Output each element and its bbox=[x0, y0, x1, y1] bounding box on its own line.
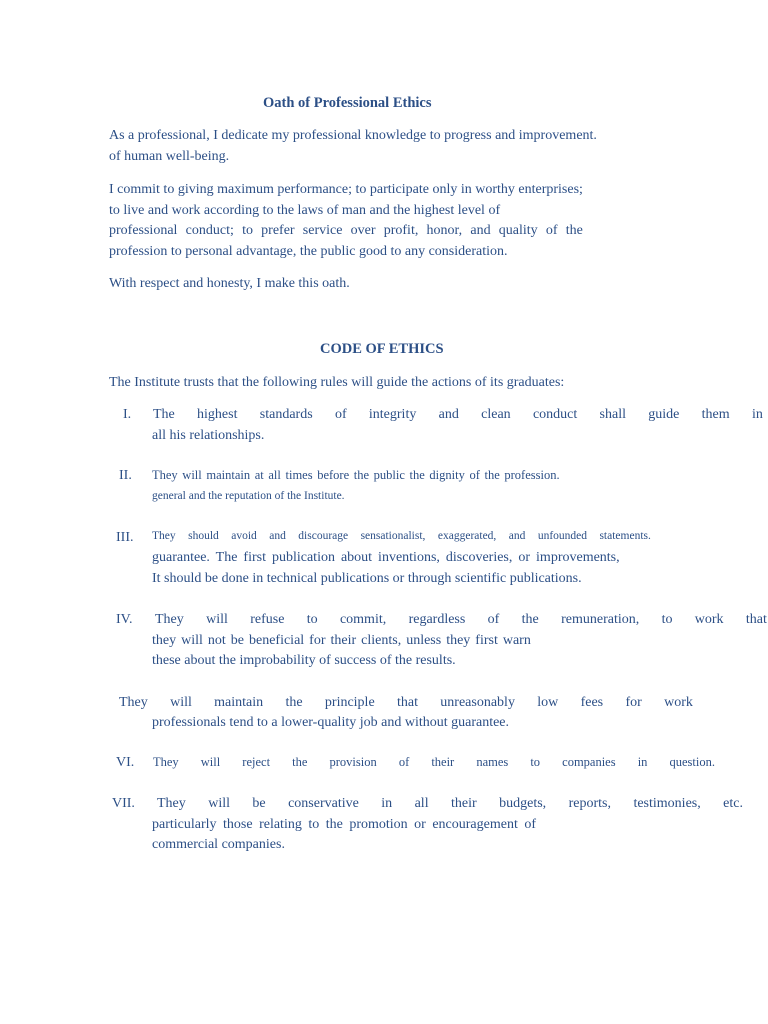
rule-2-number: II. bbox=[119, 468, 132, 483]
code-title: CODE OF ETHICS bbox=[320, 341, 444, 357]
oath-paragraph-2-line-3: professional conduct; to prefer service over profit, honor, and quality of the bbox=[109, 223, 583, 238]
rule-4-line-1: They will refuse to commit, regardless of the remuneration, to work that bbox=[155, 612, 767, 627]
rule-3-line-1: They should avoid and discourage sensationalist, exaggerated, and unfounded statements. bbox=[152, 530, 651, 542]
rule-7-number: VII. bbox=[112, 796, 135, 811]
rule-5-line-2: professionals tend to a lower-quality job and without guarantee. bbox=[152, 715, 510, 730]
rule-3-line-2: guarantee. The first publication about inventions, discoveries, or improvements, bbox=[152, 550, 620, 565]
oath-paragraph-2-line-4: profession to personal advantage, the public good to any consideration. bbox=[109, 244, 508, 259]
rule-5-line-1: They will maintain the principle that unreasonably low fees for work bbox=[119, 695, 693, 710]
oath-title: Oath of Professional Ethics bbox=[263, 95, 432, 111]
rule-1-line-1: The highest standards of integrity and clean conduct shall guide them in bbox=[153, 407, 763, 422]
oath-paragraph-1-line-1: As a professional, I dedicate my professional knowledge to progress and improvement. bbox=[109, 128, 597, 143]
rule-7-line-3: commercial companies. bbox=[152, 837, 285, 852]
rule-2-line-1: They will maintain at all times before the public the dignity of the profession. bbox=[152, 468, 560, 482]
oath-paragraph-2-line-1: I commit to giving maximum performance; to participate only in worthy enterprises; bbox=[109, 182, 583, 197]
oath-paragraph-2-line-2: to live and work according to the laws of man and the highest level of bbox=[109, 203, 501, 218]
rule-6-number: VI. bbox=[116, 755, 135, 770]
oath-paragraph-1-line-2: of human well-being. bbox=[109, 149, 230, 164]
code-intro: The Institute trusts that the following rules will guide the actions of its graduates: bbox=[109, 375, 565, 390]
rule-4-line-3: these about the improbability of success of the results. bbox=[152, 653, 456, 668]
rule-2-line-2: general and the reputation of the Institute. bbox=[152, 490, 345, 502]
rule-6-line-1: They will reject the provision of their names to companies in question. bbox=[153, 755, 715, 769]
rule-7-line-1: They will be conservative in all their budgets, reports, testimonies, etc. bbox=[157, 796, 743, 811]
rule-4-number: IV. bbox=[116, 612, 133, 627]
rule-1-line-2: all his relationships. bbox=[152, 428, 265, 443]
rule-4-line-2: they will not be beneficial for their clients, unless they first warn bbox=[152, 633, 531, 648]
rule-1-number: I. bbox=[123, 407, 132, 422]
rule-7-line-2: particularly those relating to the promotion or encouragement of bbox=[152, 817, 536, 832]
rule-3-line-3: It should be done in technical publications or through scientific publications. bbox=[152, 571, 582, 586]
oath-paragraph-3: With respect and honesty, I make this oath. bbox=[109, 276, 350, 291]
rule-3-number: III. bbox=[116, 530, 134, 545]
